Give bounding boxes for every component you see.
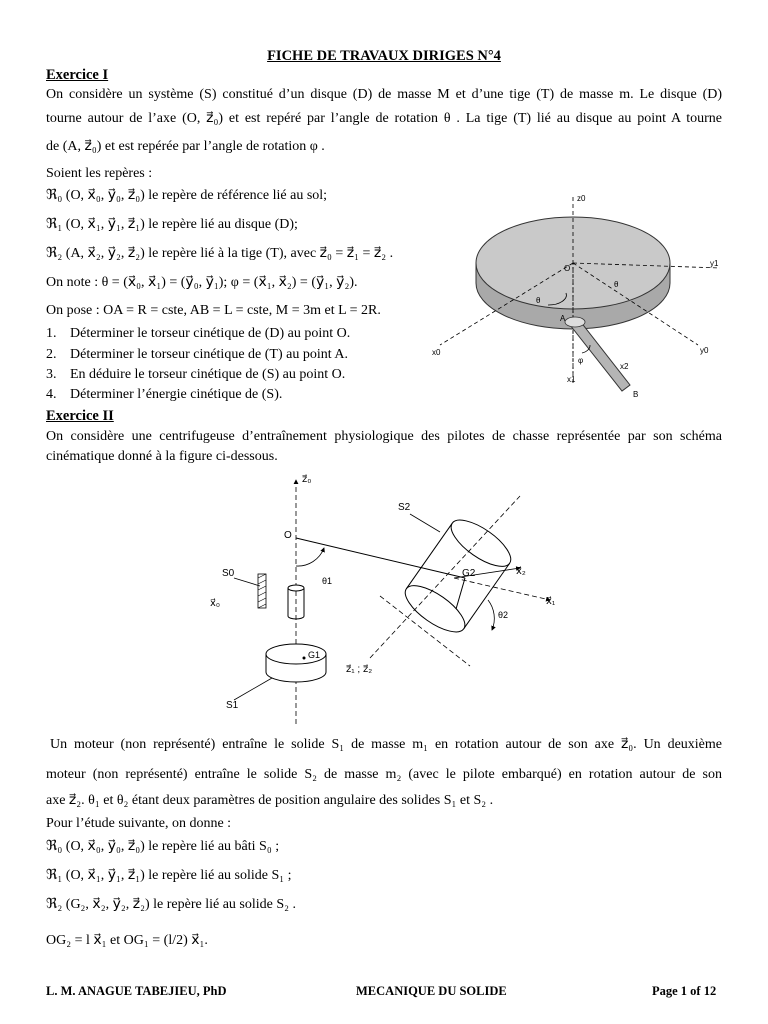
exercise-1-heading: Exercice I [46,67,109,83]
footer-course: MECANIQUE DU SOLIDE [356,984,507,998]
frame-r2: ℜ₂ (G₂, x⃗₂, y⃗₂, z⃗₂) le repère lié au solide S₂ . [46,897,297,912]
question-item [46,366,345,384]
label-s0: S0 [222,568,235,579]
s0-leader [234,578,260,586]
question-number: 1. [46,326,57,341]
exercise-2-intro-line-1: On considère une centrifugeuse d’entraînement physiologique des pilotes de chasse représentée par son schéma [46,429,722,444]
s2-leader [410,514,440,532]
s1-leader [234,678,272,700]
x1-axis [454,578,550,600]
label-z0: z0 [577,194,586,203]
exercise-1-intro-line-2: tourne autour de l’axe (O, z⃗₀) et est repéré par l’angle de rotation θ . La tige (T) lié au disque au point A tourne [46,111,722,126]
question-text: Déterminer le torseur cinétique de (D) au point O. [70,326,351,341]
frame-r2: ℜ₂ (A, x⃗₂, y⃗₂, z⃗₂) le repère lié à la tige (T), avec z⃗₀ = z⃗₁ = z⃗₂ . [46,246,394,261]
shaft-top [288,585,304,591]
label-b: B [633,390,639,399]
arm-s1 [296,538,465,578]
question-text: Déterminer le torseur cinétique de (T) au point A. [70,347,348,362]
exercise-1-intro-line-1: On considère un système (S) constitué d’un disque (D) de masse M et d’une tige (T) de masse m. Le disque (D) [46,87,722,102]
label-s2: S2 [398,502,411,513]
label-x1: x1 [567,375,576,384]
theta2-arc [488,600,494,630]
exercise-2-heading: Exercice II [46,408,114,424]
given-line: On pose : OA = R = cste, AB = L = cste, M = 3m et L = 2R. [46,303,381,318]
label-x2: x⃗₂ [516,566,526,577]
label-theta1: θ1 [322,576,333,586]
question-text: Déterminer l’énergie cinétique de (S). [70,387,283,402]
label-theta: θ [614,280,619,289]
question-number: 2. [46,347,57,362]
label-o: O [284,530,292,541]
label-x2: x2 [620,362,629,371]
question-text: En déduire le torseur cinétique de (S) au point O. [70,367,346,382]
frames-intro: Soient les repères : [46,166,153,181]
label-theta: θ [536,296,541,305]
label-y0: y0 [700,346,709,355]
given-intro: Pour l’étude suivante, on donne : [46,816,232,831]
exercise-2-paragraph-line-2: moteur (non représenté) entraîne le solide S₂ de masse m₂ (avec le pilote embarqué) en rotation autour de son [46,767,722,782]
label-g1: G1 [308,650,321,660]
exercise-1-intro-line-3: de (A, z⃗₀) et est repérée par l’angle de rotation φ . [46,139,325,154]
exercise-2-paragraph-line-1: Un moteur (non représenté) entraîne le solide S₁ de masse m₁ en rotation autour de son axe z⃗₀. Un deuxième [50,737,722,752]
frame-r0: ℜ₀ (O, x⃗₀, y⃗₀, z⃗₀) le repère de référence lié au sol; [46,188,328,203]
question-item [46,325,350,343]
disk-rod-figure [430,185,740,410]
frame-r1: ℜ₁ (O, x⃗₁, y⃗₁, z⃗₁) le repère lié au solide S₁ ; [46,868,292,883]
frame-r1: ℜ₁ (O, x⃗₁, y⃗₁, z⃗₁) le repère lié au disque (D); [46,217,298,232]
pivot-a [565,317,585,327]
label-x1: x⃗₁ [546,596,556,607]
z1-z2-axis [370,496,520,658]
label-x0: x⃗₀ [210,598,221,609]
theta1-arc [296,548,324,566]
label-s1: S1 [226,700,239,711]
label-o: O [564,264,571,273]
question-number: 4. [46,387,57,402]
label-z0: z⃗₀ [302,474,312,485]
question-item [46,386,282,404]
label-a: A [560,314,566,323]
question-number: 3. [46,367,57,382]
frame-r0: ℜ₀ (O, x⃗₀, y⃗₀, z⃗₀) le repère lié au bâti S₀ ; [46,839,280,854]
exercise-2-paragraph-line-3: axe z⃗₂. θ₁ et θ₂ étant deux paramètres de position angulaire des solides S₁ et S₂ . [46,793,494,808]
label-g2: G2 [462,568,476,579]
hatching [258,574,266,608]
vector-definitions: OG₂ = l x⃗₁ et OG₁ = (l/2) x⃗₁. [46,933,208,948]
question-item [46,346,348,364]
label-z1-z2: z⃗₁ ; z⃗₂ [346,664,373,675]
notation-line: On note : θ = (x⃗₀, x⃗₁) = (y⃗₀, y⃗₁); φ = (x⃗₁, x⃗₂) = (y⃗₁, y⃗₂). [46,275,358,290]
footer-page-number: Page 1 of 12 [652,984,717,998]
footer-author: L. M. ANAGUE TABEJIEU, PhD [46,984,227,998]
page-title: FICHE DE TRAVAUX DIRIGES N°4 [267,48,501,64]
label-x0: x0 [432,348,441,357]
g1-point [303,657,306,660]
label-y1: y1 [710,259,719,268]
base-s0 [258,574,266,608]
centrifuge-figure [200,466,580,728]
label-phi: φ [578,356,584,365]
label-theta2: θ2 [498,610,509,620]
exercise-2-intro-line-2: cinématique donné à la figure ci-dessous. [46,449,278,464]
